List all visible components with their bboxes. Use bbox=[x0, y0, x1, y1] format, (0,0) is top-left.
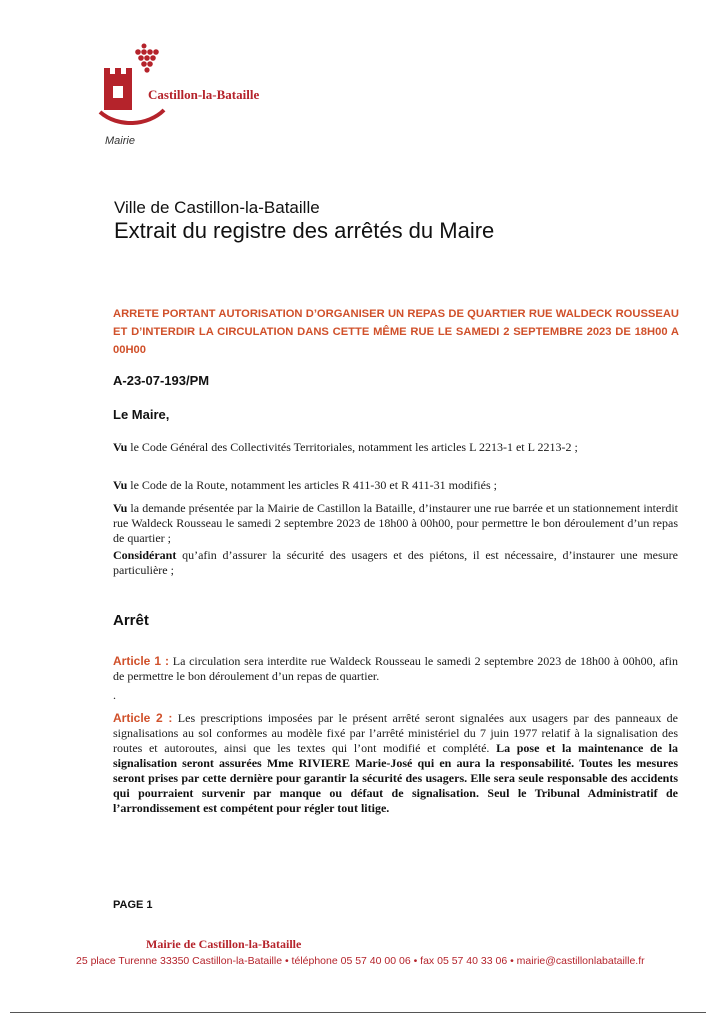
article-2-text: Les prescriptions imposées par le présent arrêté seront signalées aux usagers par des panneaux de signalisations au sol conformes au modèle fixé par l’arrêté ministériel du 7 juin 1977 relatif à la signalisation des routes et autoroutes, ainsi que les textes qui l’ont modifié et complété. bbox=[113, 711, 679, 755]
bottom-divider bbox=[10, 1012, 706, 1013]
section-title: Arrêt bbox=[113, 612, 149, 629]
vu-paragraph bbox=[113, 501, 678, 546]
logo-name: Castillon-la-Bataille bbox=[148, 87, 260, 102]
vu-text: la demande présentée par la Mairie de Castillon la Bataille, d’instaurer une rue barrée et un stationnement interdit rue Waldeck Rousseau le samedi 2 septembre 2023 de 18h00 à 00h00, pour permettre le bon déroulement d’un repas de quartier ; bbox=[113, 501, 678, 545]
page-number: PAGE 1 bbox=[113, 899, 153, 911]
vu-paragraph bbox=[113, 440, 678, 455]
vu-text: qu’afin d’assurer la sécurité des usagers et des piétons, il est nécessaire, d’instaurer une mesure particulière ; bbox=[113, 548, 678, 577]
decree-authority: Le Maire, bbox=[113, 407, 170, 422]
article-1-text: La circulation sera interdite rue Waldeck Rousseau le samedi 2 septembre 2023 de 18h00 à 00h00, afin de permettre le bon déroulement d’un repas de quartier. bbox=[113, 654, 679, 683]
article-2-bold-text: La pose et la maintenance de la signalisation seront assurées Mme RIVIERE Marie-José qui en aura la responsabilité. Toutes les mesures seront prises par cette dernière pour garantir la sécurité des usagers. Elle sera seule responsable des accidents qui pourraient survenir par manque ou défaut de signalisation. Seul le Tribunal Administratif de l’arrondissement est compétent pour régler tout litige. bbox=[113, 741, 679, 815]
castle-logo-icon bbox=[98, 40, 168, 132]
logo-subtitle: Mairie bbox=[105, 135, 135, 147]
vu-lead: Considérant bbox=[113, 548, 177, 562]
footer-address: 25 place Turenne 33350 Castillon-la-Bataille • téléphone 05 57 40 00 06 • fax 05 57 40 33 06 • mairie@castillonlabataille.fr bbox=[76, 955, 645, 967]
vu-lead: Vu bbox=[113, 501, 128, 515]
article-2 bbox=[113, 711, 678, 816]
register-title: Extrait du registre des arrêtés du Maire bbox=[114, 218, 495, 243]
vu-text: le Code de la Route, notamment les articles R 411-30 et R 411-31 modifiés ; bbox=[127, 478, 497, 492]
footer-org-name: Mairie de Castillon-la-Bataille bbox=[146, 937, 302, 951]
article-1-label: Article 1 : bbox=[113, 654, 170, 668]
vu-paragraph bbox=[113, 478, 678, 493]
vu-lead: Vu bbox=[113, 440, 128, 454]
article-1 bbox=[113, 654, 678, 684]
decree-title: ARRETE PORTANT AUTORISATION D’ORGANISER UN REPAS DE QUARTIER RUE WALDECK ROUSSEAU ET D’INTERDIR LA CIRCULATION DANS CETTE MÊME RUE LE SAMEDI 2 SEPTEMBRE 2023 DE 18H00 A 00H00 bbox=[113, 308, 679, 356]
decree-reference: A-23-07-193/PM bbox=[113, 373, 210, 388]
vu-lead: Vu bbox=[113, 478, 128, 492]
article-2-label: Article 2 : bbox=[113, 711, 173, 725]
vu-text: le Code Général des Collectivités Territoriales, notamment les articles L 2213-1 et L 2213-2 ; bbox=[127, 440, 578, 454]
city-line: Ville de Castillon-la-Bataille bbox=[114, 198, 320, 217]
considerant-paragraph bbox=[113, 548, 678, 578]
separator-dot: . bbox=[113, 688, 116, 702]
